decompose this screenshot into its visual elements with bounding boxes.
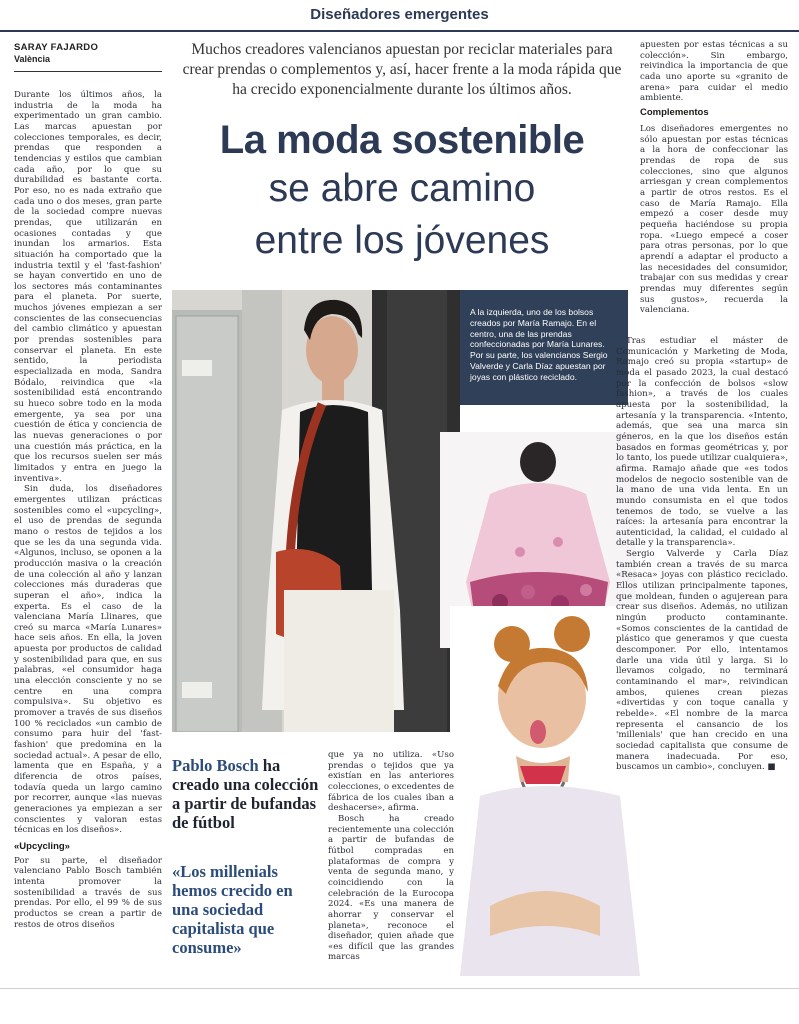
pull-quote-pablo-bosch — [172, 756, 322, 832]
paragraph: apuesten por estas técnicas a su colección». Sin embargo, reivindica la importancia de que cada uno aporte su «granito de arena» para cuidar el medio ambiente. — [640, 40, 788, 104]
headline-line-3: entre los jóvenes — [254, 219, 550, 262]
section-rule — [0, 30, 799, 32]
photo-caption: A la izquierda, uno de los bolsos creados por María Ramajo. En el centro, una de las prendas confeccionadas por María Lunares. Por su parte, los valencianos Sergio Valverde y Carla Díaz apuestan por joyas con plástico reciclado. — [470, 307, 608, 382]
subheading-complementos: Complementos — [640, 107, 709, 118]
pull-quote-name: Pablo Bosch — [172, 756, 259, 775]
article-column-right-bottom — [616, 336, 788, 976]
headline-line-1: La moda sostenible — [219, 118, 585, 162]
article-column-right — [640, 124, 788, 334]
paragraph: Durante los últimos años, la industria de la moda ha experimentado un gran cambio. Las marcas apuestan por colecciones temporales, es decir, prendas que responden a tendencias y estilos que cambian cada año, por lo que su durabilidad es bastante corta. Por eso, no es nada extraño que cada uno o dos meses, gran parte de la sociedad compre nuevas prendas, que utilizarán en ocasiones contadas y que inundan los armarios. Esta situación ha comportado que la industria textil y el 'fast-fashion' se hayan convertido en uno de los sectores más contaminantes para el planeta. Por suerte, muchos jóvenes empiezan a ser conscientes de las consecuencias del cambio climático y apuestan por prendas sostenibles para conservar el planeta. En este sentido, la periodista especializada en moda, Sandra Bódalo, reivindica que «la sostenibilidad está encontrando su hueco sobre todo en la moda emergente, ya sea por una cuestión de ética y conciencia de las nuevas generaciones o por una cuestión más práctica, en la que los recursos suelen ser más limitados y entra en juego la inventiva». — [14, 90, 162, 484]
page-bottom-rule — [0, 988, 799, 989]
paragraph: Tras estudiar el máster de Comunicación y Marketing de Moda, Ramajo creó su propia «startup» de moda el pasado 2023, la cual destacó por la confección de bolsos «slow fashion», a través de los cuales apuesta por la sostenibilidad, la artesanía y la transparencia. «Intento, además, que sea una marca sin géneros, en la que los diseños están basados en formas geométricas y, por lo tanto, los puede utilizar cualquiera», afirma. Ramajo añade que «es todos modelos de negocio sostenible van de la mano de una vida lenta. En un mundo consumista en el que todos tenemos de todo, se vuelve a las raíces: la artesanía para encontrar la autenticidad, la calidad, el cuidado al detalle y la transparencia». — [616, 336, 788, 549]
article-lead: Muchos creadores valencianos apuestan por reciclar materiales para crear prendas o complementos y, así, hacer frente a la moda rápida que ha crecido exponencialmente durante los últimos años. — [182, 41, 622, 98]
subheading-complementos-wrap — [640, 108, 709, 119]
paragraph: Los diseñadores emergentes no sólo apuestan por estas técnicas a la hora de confeccionar las prendas de ropa de sus colecciones, sino que algunos arriesgan y crean complementos a partir de otros restos. Es el caso de María Ramajo. Ella empezó a coser desde muy pequeña haciéndose su propia ropa. «Luego empecé a coser para otras personas, por lo que aprendí a adaptar el producto a las necesidades del consumidor, trabajar con sus medidas y crear prendas muy diferentes según sus gustos», recuerda la valenciana. — [640, 124, 788, 316]
section-title: Diseñadores emergentes — [310, 6, 489, 23]
pull-quote-millenials: «Los millenials hemos crecido en una sociedad capitalista que consume» — [172, 862, 293, 957]
headline-line-2: se abre camino — [268, 167, 536, 210]
subheading-upcycling: «Upcycling» — [14, 840, 70, 852]
article-column-1 — [14, 90, 162, 970]
pull-quote-text: ha creado una colección a partir de bufandas de fútbol — [172, 756, 319, 832]
photo-model-with-bag-image — [172, 290, 460, 732]
paragraph: Sergio Valverde y Carla Díaz también crean a través de su marca «Resaca» joyas con plástico reciclado. Ellos utilizan principalmente tapones, que moldean, funden o agujerean para crear sus diseños. Además, no utilizan ningún producto contaminante. «Somos conscientes de la cantidad de plástico que generamos y que cuesta descomponer. Por ello, intentamos darle una vida útil y larga. Si lo llevamos colgado, no terminará contaminando el mar», reivindican ambos, quienes crean piezas «divertidas y con toque canalla y rebelde». «El nombre de la marca representa el cansancio de los 'millenials' que han crecido en una sociedad capitalista que consume de manera inadecuada. Por eso, buscamos un cambio», concluyen. ■ — [616, 549, 788, 773]
paragraph: Bosch ha creado recientemente una colección a partir de bufandas de fútbol compradas en plataformas de compra y venta de segunda mano, y coincidiendo con la celebración de la Eurocopa 2024. «Es una manera de ahorrar y conservar el planeta», reconoce el diseñador, quien añade que «es difícil que las grandes marcas — [328, 813, 454, 963]
paragraph: Sin duda, los diseñadores emergentes utilizan prácticas sostenibles como el «upcycling», el uso de prendas de segunda mano o restos de tejidos a los que se les da una segunda vida. «Algunos, incluso, se oponen a la producción masiva o la creación de una colección al año y lanzan colecciones más duraderas que superan el año», indica la experta. Es el caso de la valenciana María Llinares, que creó su marca «María Lunares» hace seis años. En ella, la joven apuesta por productos de calidad y sostenibilidad para que, en sus palabras, «el consumidor haga una elección consciente y no se centre en una compra compulsiva». Su objetivo es promover a través de sus diseños 100 % reciclados «un cambio de consumo para huir del 'fast-fashion' que predomina en la sociedad actual». A pesar de ello, lamenta que en España, y a diferencia de otros países, todavía queda un largo camino por recorrer, aunque «las nuevas generaciones ya empiezan a ser conscientes y valoran estas técnicas en los diseños». — [14, 484, 162, 836]
byline-author: SARAY FAJARDO — [14, 42, 99, 53]
photo-model-with-bag — [172, 290, 460, 732]
paragraph: Por su parte, el diseñador valenciano Pablo Bosch también intenta promover la sostenibilidad a través de sus prendas. Por ello, el 99 % de sus productos se crean a partir de restos de otros diseños — [14, 855, 162, 930]
article-column-right-top — [640, 40, 788, 106]
byline-divider — [14, 71, 162, 72]
byline-city: València — [14, 54, 51, 64]
paragraph: que ya no utiliza. «Uso prendas o tejidos que ya existían en las anteriores colecciones, o excedentes de fábrica de los cuales iban a deshacerse», afirma. — [328, 750, 454, 814]
article-column-middle — [328, 750, 454, 975]
